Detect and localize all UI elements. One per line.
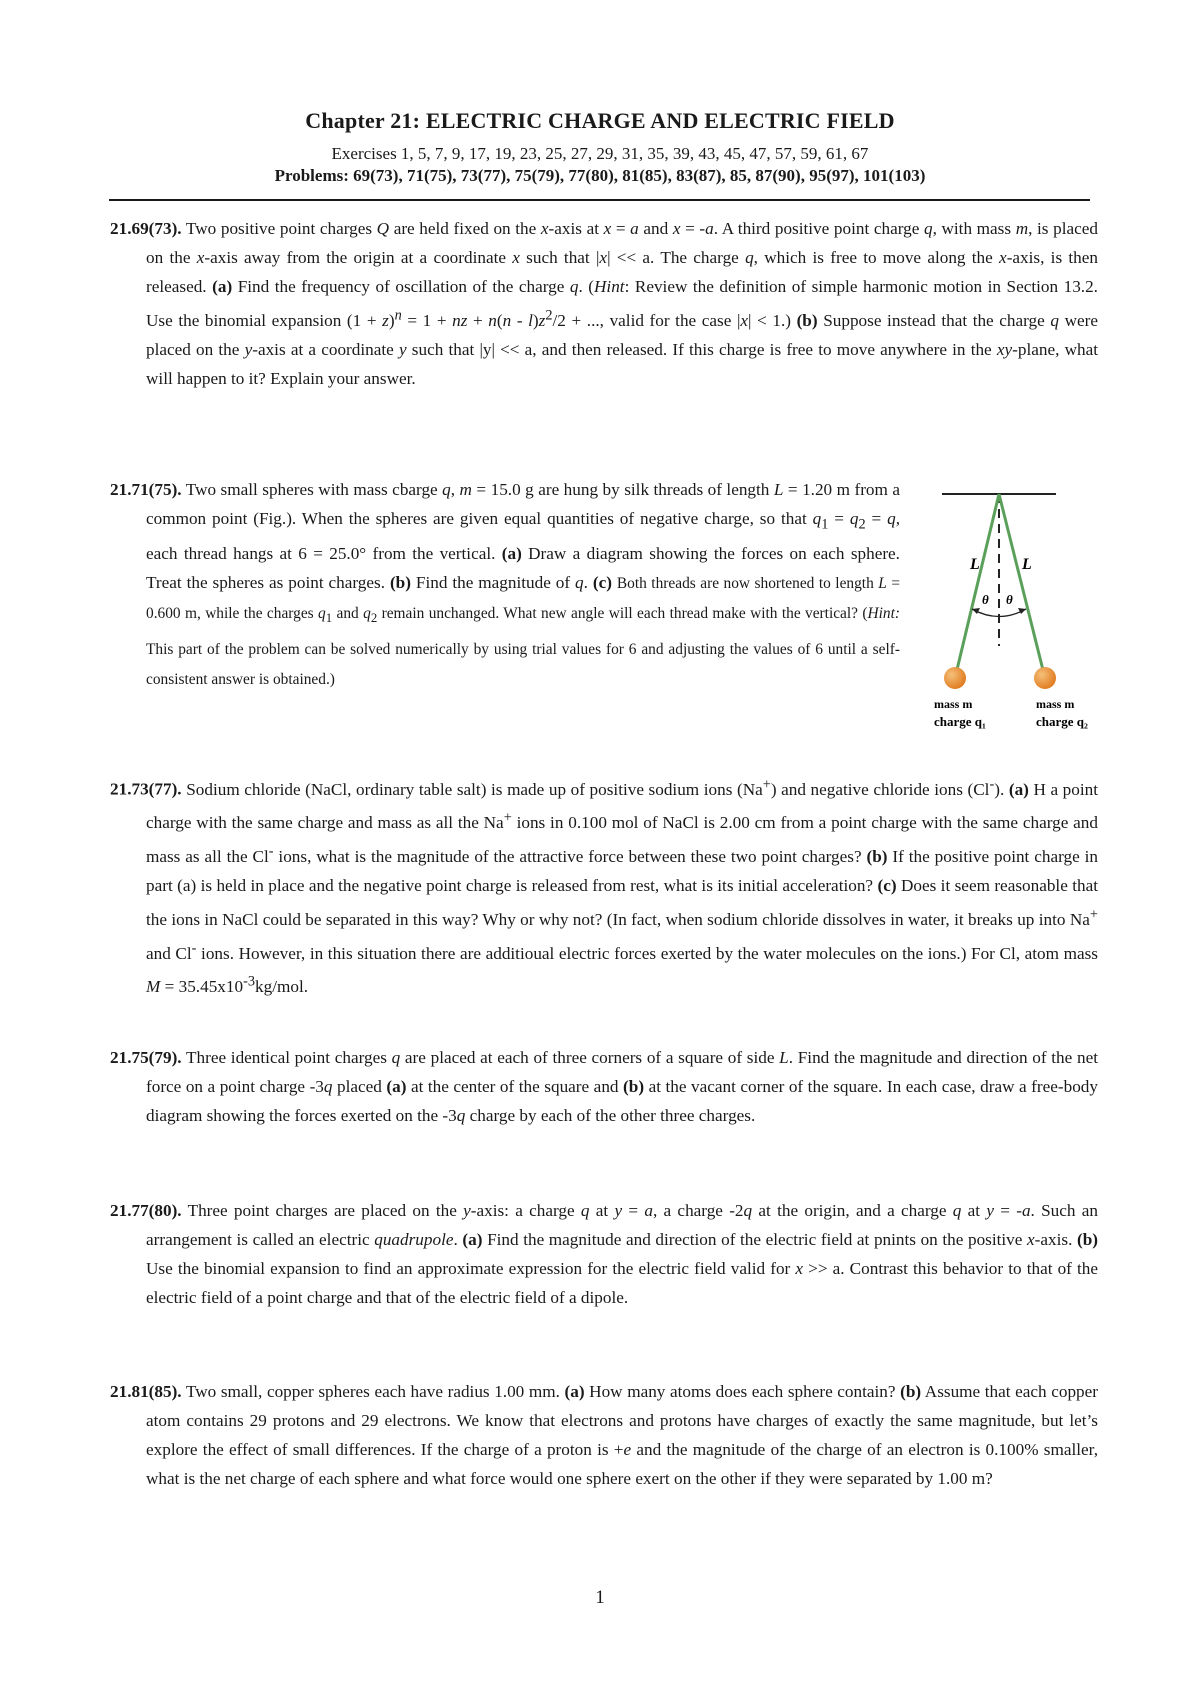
problem-21-77 xyxy=(110,1196,1098,1312)
problem-21-81 xyxy=(110,1377,1098,1493)
theta-right-label: θ xyxy=(1006,592,1013,607)
page-number: 1 xyxy=(595,1587,605,1608)
chapter-title: Chapter 21: ELECTRIC CHARGE AND ELECTRIC FIELD xyxy=(305,108,895,133)
theta-left-label: θ xyxy=(982,592,989,607)
charge-left-label: charge q₁ xyxy=(934,714,986,729)
thread-left xyxy=(955,494,999,678)
sphere-right xyxy=(1034,667,1056,689)
thread-right xyxy=(999,494,1045,678)
problem-text: Two small, copper spheres each have radius 1.00 mm. (a) How many atoms does each sphere contain? (b) Assume that each copper atom contains 29 protons and 29 electrons. We know that electrons and protons have charges of exactly the same magnitude, but let’s explore the effect of small differences. If the charge of a proton is +e and the magnitude of the charge of an electron is 0.100% smaller, what is the net charge of each sphere and what force would one sphere exert on the other if they were separated by 1.00 m? xyxy=(146,1382,1098,1488)
problem-number: 21.77(80). xyxy=(110,1201,182,1220)
exercise-list: Exercises 1, 5, 7, 9, 17, 19, 23, 25, 27, 29, 31, 35, 39, 43, 45, 47, 57, 59, 61, 67 xyxy=(331,144,869,163)
label-l-left: L xyxy=(970,556,980,573)
problem-text: Three point charges are placed on the y-axis: a charge q at y = a, a charge -2q at the origin, and a charge q at y = -a. Such an arrangement is called an electric quadrupole. (a) Find the magnitude and direction of the electric field at pnints on the positive x-axis. (b) Use the binomial expansion to find an approximate expression for the electric field valid for x >> a. Contrast this behavior to that of the electric field of a point charge and that of the electric field of a dipole. xyxy=(146,1201,1099,1307)
chapter-header xyxy=(100,108,1100,186)
problem-text: Two positive point charges Q are held fixed on the x-axis at x = a and x = -a. A third positive point charge q, with mass m, is placed on the x-axis away from the origin at a coordinate x such that |x| << a. The charge q, which is free to move along the x-axis, is then released. (a) Find the frequency of oscillation of the charge q. (Hint: Review the definition of simple harmonic motion in Section 13.2. Use the binomial expansion $(1 + z)^n = 1$ + nz + $n(n - l)z^2/2$ + ..., valid for the case |x| < 1.) (b) Suppose instead that the charge q were placed on the y-axis at a coordinate y such that |y| << a, and then released. If this charge is free to move anywhere in the xy-plane, what will happen to it? Explain your answer. xyxy=(146,219,1098,388)
angle-arrow-left xyxy=(972,608,980,614)
charge-right-label: charge q₂ xyxy=(1036,714,1088,729)
problem-21-69 xyxy=(110,214,1098,393)
problem-text: Two small spheres with mass cbarge q, m = 15.0 g are hung by silk threads of length L = 1.20 m from a common point (Fig.). When the spheres are given equal quantities of negative charge, so that $q_1 = q_2 = q$, each thread hangs at 6 = 25.0° from the vertical. (a) Draw a diagram showing the forces on each sphere. Treat the spheres as point charges. (b) Find the magnitude of q. (c) Both threads are now shortened to length L = 0.600 m, while the charges $q_1$ and $q_2$ remain unchanged. What new angle will each thread make with the vertical? (Hint: This part of the problem can be solved numerically by using trial values for 6 and adjusting the values of 6 until a self-consistent answer is obtained.) xyxy=(146,480,900,688)
problem-number: 21.71(75). xyxy=(110,480,182,499)
problem-number: 21.73(77). xyxy=(110,779,182,799)
problem-text: Three identical point charges q are placed at each of three corners of a square of side L. Find the magnitude and direction of the net force on a point charge -3q placed (a) at the center of the square and (b) at the vacant corner of the square. In each case, draw a free-body diagram showing the forces exerted on the -3q charge by each of the other three charges. xyxy=(146,1048,1098,1125)
problem-number: 21.75(79). xyxy=(110,1048,182,1067)
pendulum-figure xyxy=(910,474,1110,734)
problem-21-73 xyxy=(110,770,1098,1001)
problem-21-71 xyxy=(110,475,900,694)
mass-right-label: mass m xyxy=(1036,697,1075,711)
problem-list: Problems: 69(73), 71(75), 73(77), 75(79), 77(80), 81(85), 83(87), 85, 87(90), 95(97), 101(103) xyxy=(274,166,926,185)
problem-number: 21.69(73). xyxy=(110,219,182,238)
problem-number: 21.81(85). xyxy=(110,1382,182,1401)
label-l-right: L xyxy=(1022,556,1032,573)
mass-left-label: mass m xyxy=(934,697,973,711)
problem-text: Sodium chloride (NaCl, ordinary table salt) is made up of positive sodium ions (Na+) and negative chloride ions (Cl-). (a) H a point charge with the same charge and mass as all the Na+ ions in 0.100 mol of NaCl is 2.00 cm from a point charge with the same charge and mass as all the Cl- ions, what is the magnitude of the attractive force between these two point charges? (b) If the positive point charge in part (a) is held in place and the negative point charge is released from rest, what is its initial acceleration? (c) Does it seem reasonable that the ions in NaCl could be separated in this way? Why or why not? (In fact, when sodium chloride dissolves in water, it breaks up into Na+ and Cl- ions. However, in this situation there are additioual electric forces exerted by the water molecules on the ions.) For Cl, atom mass $M = 35.45x10^{-3}kg$/mol. xyxy=(146,776,1099,997)
problem-21-75 xyxy=(110,1043,1098,1130)
angle-arrow-right xyxy=(1018,608,1026,614)
sphere-left xyxy=(944,667,966,689)
header-divider xyxy=(109,199,1090,201)
